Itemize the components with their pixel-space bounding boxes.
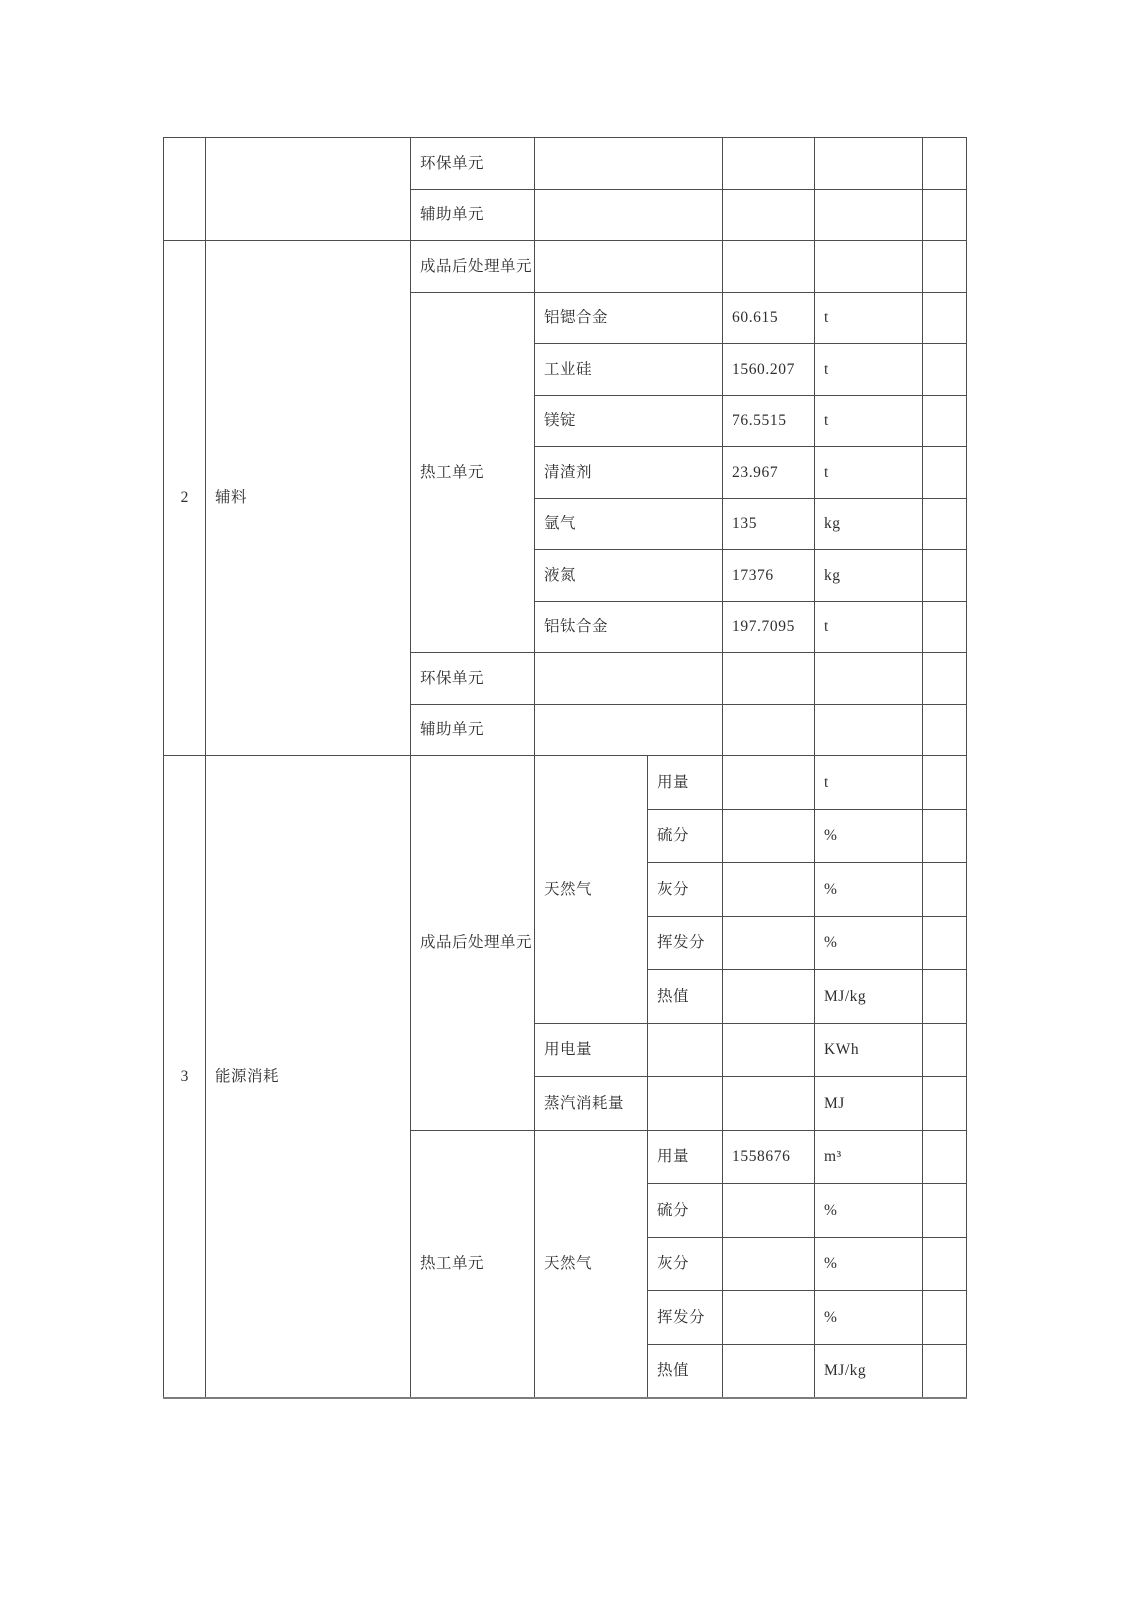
row-number-cell: 2: [164, 241, 206, 756]
value-cell: [723, 241, 815, 293]
unit-cell: 环保单元: [411, 653, 535, 705]
fuel-cell: 天然气: [535, 1130, 648, 1398]
unit-label-cell: [815, 241, 923, 293]
consumption-table: [163, 137, 967, 1399]
value-cell: 23.967: [723, 447, 815, 499]
empty-cell: [923, 1077, 967, 1131]
unit-label-cell: t: [815, 395, 923, 447]
empty-cell: [923, 1237, 967, 1291]
value-cell: [723, 1291, 815, 1345]
unit-label-cell: [815, 189, 923, 241]
param-name-cell: 硫分: [648, 1184, 723, 1238]
unit-label-cell: kg: [815, 498, 923, 550]
value-cell: [723, 1184, 815, 1238]
value-cell: [723, 1237, 815, 1291]
unit-label-cell: [815, 138, 923, 190]
unit-cell: 辅助单元: [411, 189, 535, 241]
value-cell: [723, 1344, 815, 1398]
empty-cell: [923, 395, 967, 447]
material-name-cell: 镁锭: [535, 395, 723, 447]
value-cell: [723, 189, 815, 241]
param-name-cell: 灰分: [648, 863, 723, 917]
param-name-cell: 用量: [648, 1130, 723, 1184]
empty-cell: [923, 1184, 967, 1238]
unit-cell: 热工单元: [411, 1130, 535, 1398]
unit-cell: 辅助单元: [411, 704, 535, 756]
empty-cell: [923, 1130, 967, 1184]
unit-label-cell: t: [815, 447, 923, 499]
empty-cell: [923, 970, 967, 1024]
empty-cell: [535, 704, 723, 756]
unit-label-cell: MJ/kg: [815, 970, 923, 1024]
empty-cell: [923, 138, 967, 190]
unit-label-cell: %: [815, 916, 923, 970]
empty-cell: [923, 756, 967, 810]
unit-label-cell: %: [815, 863, 923, 917]
row-number-cell: 3: [164, 756, 206, 1398]
unit-label-cell: [815, 704, 923, 756]
unit-cell: 成品后处理单元: [411, 756, 535, 1131]
param-name-cell: 硫分: [648, 809, 723, 863]
value-cell: [723, 970, 815, 1024]
value-cell: [723, 756, 815, 810]
unit-cell: 成品后处理单元: [411, 241, 535, 293]
material-name-cell: 工业硅: [535, 344, 723, 396]
empty-cell: [923, 189, 967, 241]
value-cell: 1560.207: [723, 344, 815, 396]
value-cell: [723, 1077, 815, 1131]
unit-label-cell: t: [815, 756, 923, 810]
unit-label-cell: %: [815, 809, 923, 863]
empty-cell: [923, 550, 967, 602]
unit-label-cell: t: [815, 344, 923, 396]
empty-cell: [923, 498, 967, 550]
material-name-cell: 铝锶合金: [535, 292, 723, 344]
unit-label-cell: KWh: [815, 1023, 923, 1077]
empty-cell: [923, 916, 967, 970]
unit-label-cell: MJ: [815, 1077, 923, 1131]
empty-cell: [923, 1344, 967, 1398]
param-name-cell: 用电量: [535, 1023, 648, 1077]
empty-cell: [923, 241, 967, 293]
value-cell: [723, 863, 815, 917]
param-name-cell: 热值: [648, 1344, 723, 1398]
unit-label-cell: MJ/kg: [815, 1344, 923, 1398]
value-cell: [723, 704, 815, 756]
value-cell: [723, 1023, 815, 1077]
unit-label-cell: %: [815, 1184, 923, 1238]
material-name-cell: 铝钛合金: [535, 601, 723, 653]
row-number-cell: [164, 138, 206, 241]
param-name-cell: 挥发分: [648, 1291, 723, 1345]
unit-label-cell: t: [815, 292, 923, 344]
empty-cell: [923, 601, 967, 653]
empty-cell: [923, 1023, 967, 1077]
value-cell: [723, 916, 815, 970]
empty-cell: [923, 344, 967, 396]
empty-cell: [923, 292, 967, 344]
unit-label-cell: m³: [815, 1130, 923, 1184]
unit-label-cell: %: [815, 1291, 923, 1345]
empty-cell: [923, 809, 967, 863]
param-name-cell: 用量: [648, 756, 723, 810]
material-name-cell: 氩气: [535, 498, 723, 550]
category-cell: 能源消耗: [206, 756, 411, 1398]
empty-cell: [923, 863, 967, 917]
empty-cell: [923, 653, 967, 705]
empty-cell: [535, 189, 723, 241]
category-cell: 辅料: [206, 241, 411, 756]
empty-cell: [923, 704, 967, 756]
fuel-cell: 天然气: [535, 756, 648, 1024]
empty-cell: [535, 653, 723, 705]
unit-cell: 环保单元: [411, 138, 535, 190]
value-cell: 197.7095: [723, 601, 815, 653]
value-cell: [723, 809, 815, 863]
param-name-cell: 灰分: [648, 1237, 723, 1291]
unit-label-cell: %: [815, 1237, 923, 1291]
param-name-cell: 挥发分: [648, 916, 723, 970]
material-name-cell: 液氮: [535, 550, 723, 602]
value-cell: 76.5515: [723, 395, 815, 447]
category-cell: [206, 138, 411, 241]
value-cell: 1558676: [723, 1130, 815, 1184]
unit-label-cell: t: [815, 601, 923, 653]
empty-cell: [535, 138, 723, 190]
empty-cell: [923, 1291, 967, 1345]
param-name-cell: 热值: [648, 970, 723, 1024]
empty-cell: [923, 447, 967, 499]
value-cell: 135: [723, 498, 815, 550]
value-cell: 17376: [723, 550, 815, 602]
param-name-cell: 蒸汽消耗量: [535, 1077, 648, 1131]
value-cell: [723, 138, 815, 190]
empty-cell: [535, 241, 723, 293]
empty-cell: [648, 1077, 723, 1131]
value-cell: 60.615: [723, 292, 815, 344]
empty-cell: [648, 1023, 723, 1077]
value-cell: [723, 653, 815, 705]
unit-label-cell: [815, 653, 923, 705]
material-name-cell: 清渣剂: [535, 447, 723, 499]
unit-label-cell: kg: [815, 550, 923, 602]
unit-cell: 热工单元: [411, 292, 535, 653]
